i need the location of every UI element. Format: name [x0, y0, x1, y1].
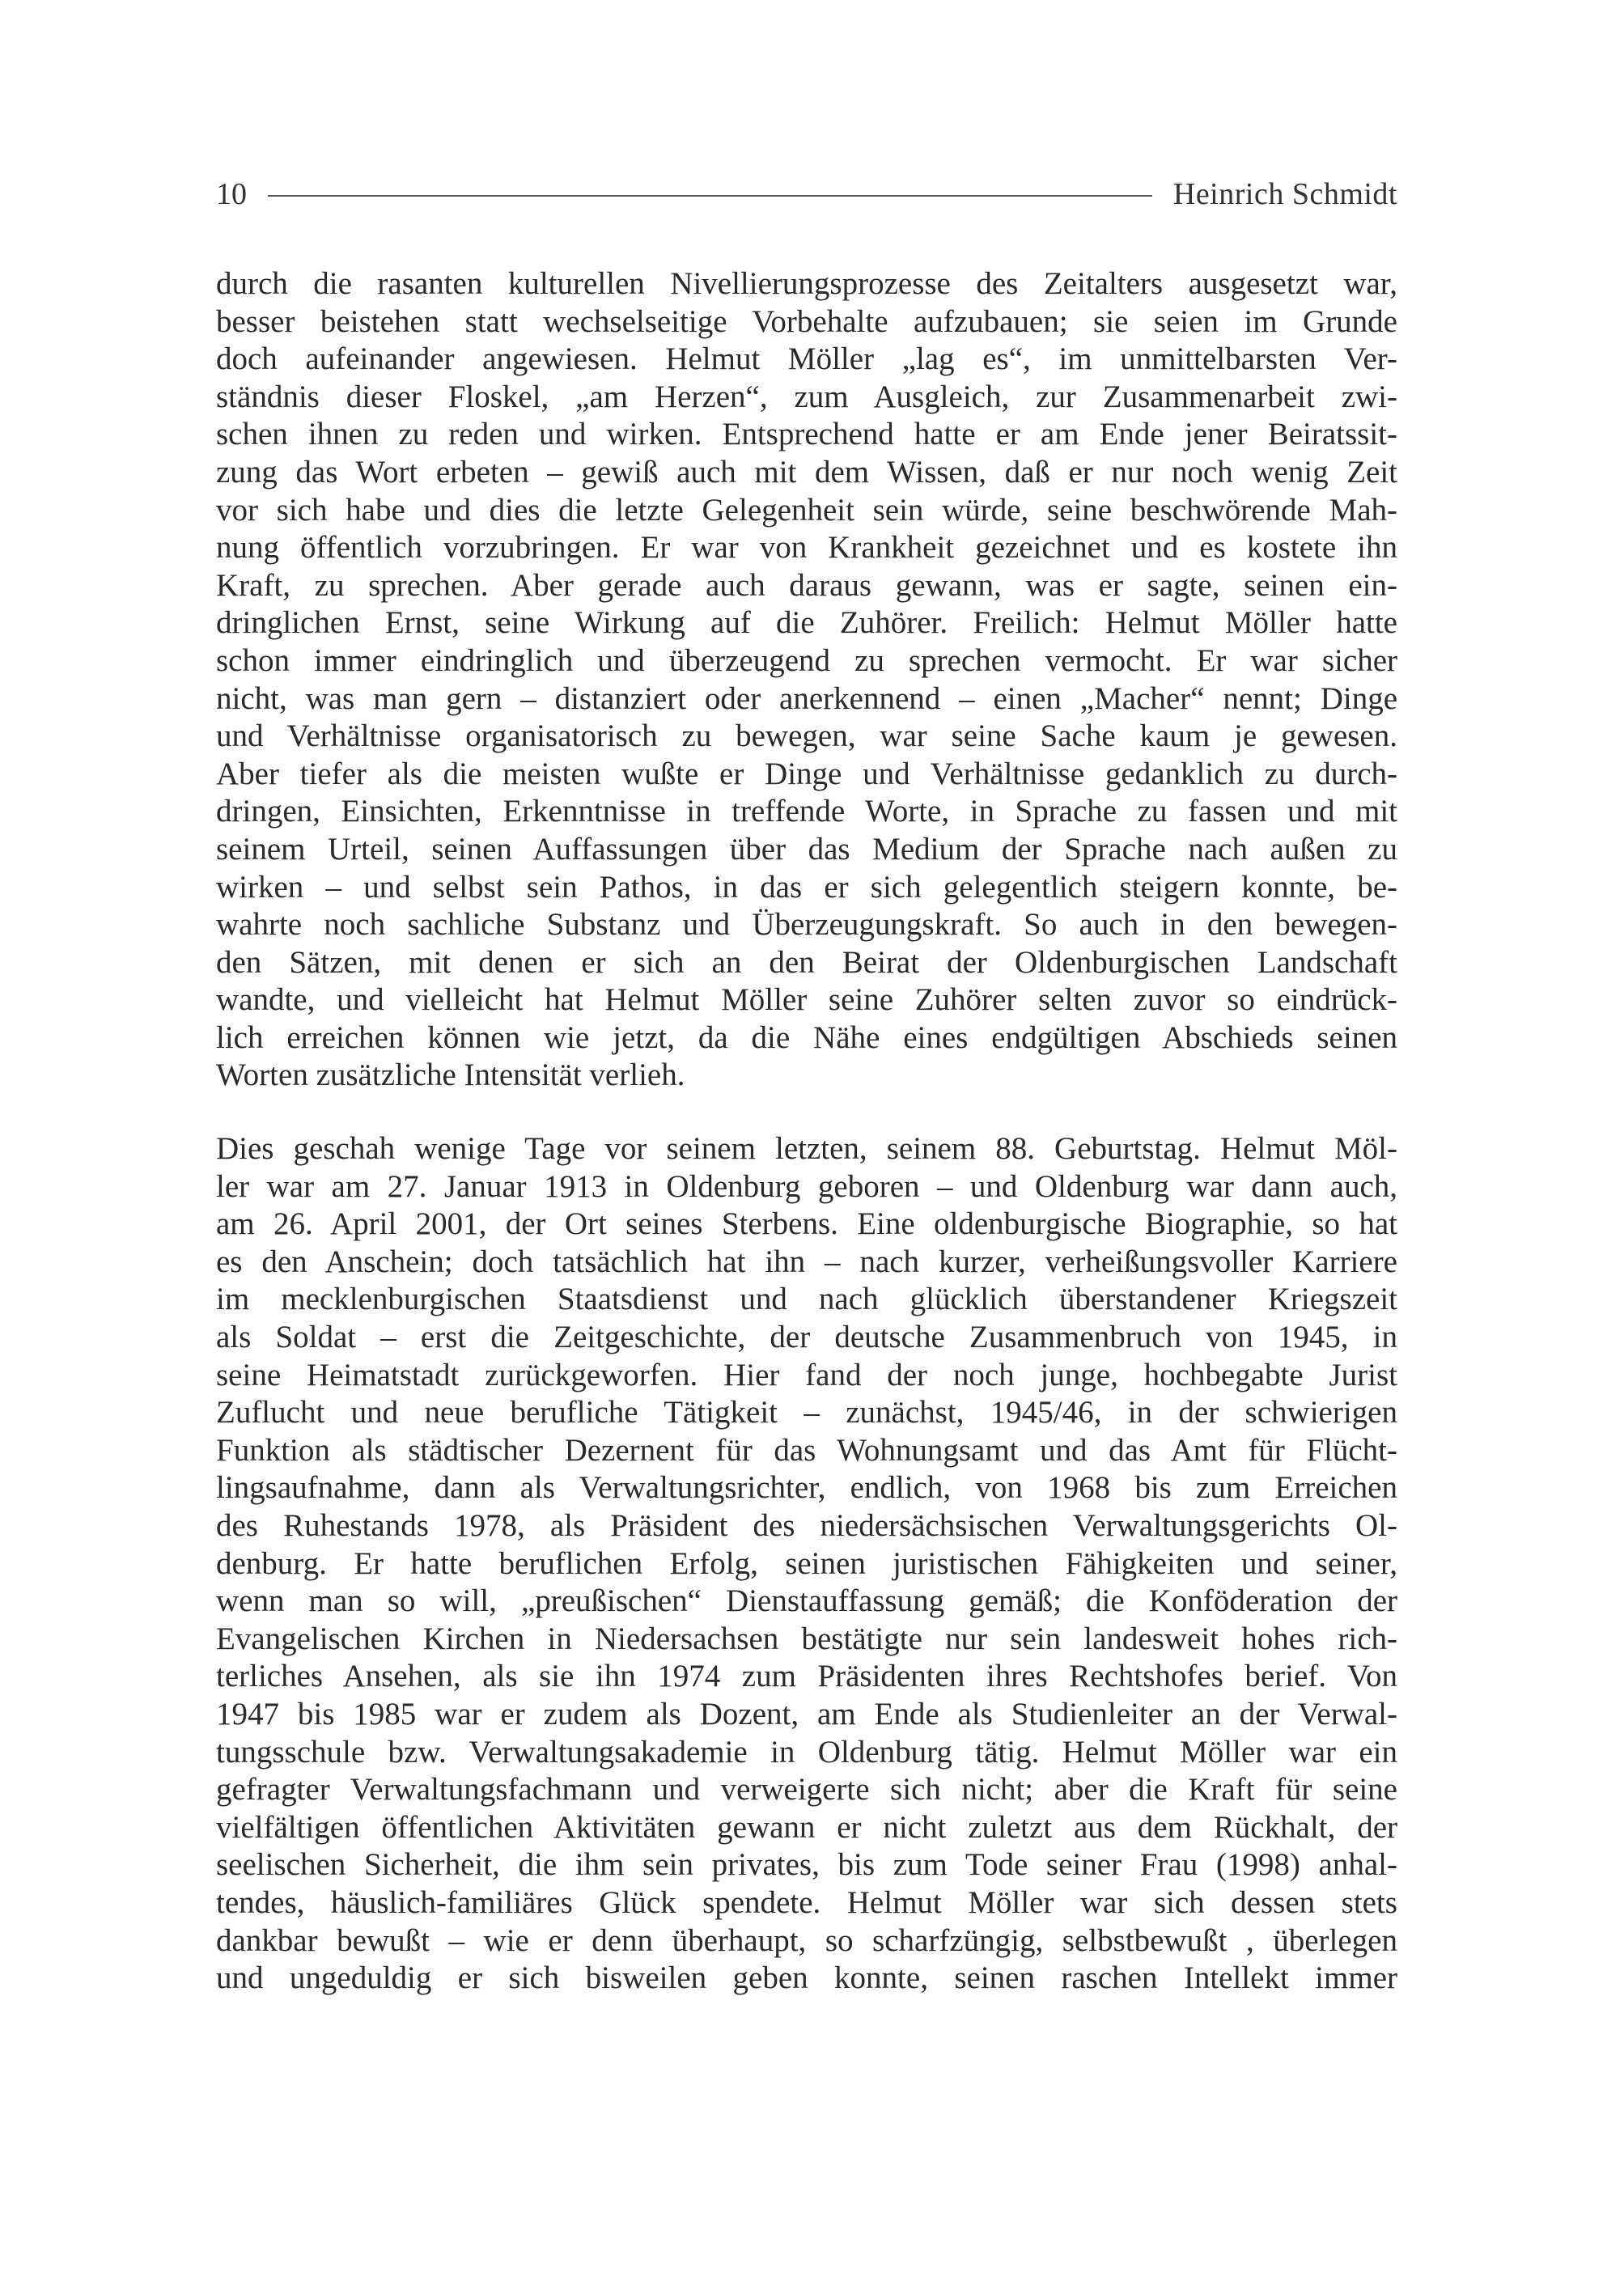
text-line: vor sich habe und dies die letzte Gelegenheit sein würde, seine beschwörende Mah-: [216, 492, 1397, 528]
text-line: Zuflucht und neue berufliche Tätigkeit – zunächst, 1945/46, in der schwierigen: [216, 1395, 1397, 1430]
text-line: schen ihnen zu reden und wirken. Entsprechend hatte er am Ende jener Beiratssit-: [216, 417, 1397, 452]
text-line: ständnis dieser Floskel, „am Herzen“, zum Ausgleich, zur Zusammenarbeit zwi-: [216, 379, 1397, 414]
text-line: Kraft, zu sprechen. Aber gerade auch daraus gewann, was er sagte, seinen ein-: [216, 567, 1397, 603]
text-line: vielfältigen öffentlichen Aktivitäten gewann er nicht zuletzt aus dem Rückhalt, der: [216, 1809, 1397, 1845]
running-head: [216, 174, 1397, 214]
text-line: gefragter Verwaltungsfachmann und verweigerte sich nicht; aber die Kraft für seine: [216, 1772, 1397, 1808]
page-number: 10: [216, 177, 247, 211]
paragraph-1: [216, 265, 1397, 1095]
text-line: tungsschule bzw. Verwaltungsakademie in Oldenburg tätig. Helmut Möller war ein: [216, 1734, 1397, 1770]
text-line: seine Heimatstadt zurückgeworfen. Hier fand der noch junge, hochbegabte Jurist: [216, 1357, 1397, 1392]
text-line: es den Anschein; doch tatsächlich hat ihn – nach kurzer, verheißungsvoller Karriere: [216, 1244, 1397, 1279]
text-line: doch aufeinander angewiesen. Helmut Möller „lag es“, im unmittelbarsten Ver-: [216, 341, 1397, 377]
text-line: seinem Urteil, seinen Auffassungen über das Medium der Sprache nach außen zu: [216, 831, 1397, 867]
text-line: besser beistehen statt wechselseitige Vorbehalte aufzubauen; sie seien im Grunde: [216, 303, 1397, 339]
text-line: lich erreichen können wie jetzt, da die Nähe eines endgültigen Abschieds seinen: [216, 1019, 1397, 1055]
text-line: am 26. April 2001, der Ort seines Sterbens. Eine oldenburgische Biographie, so hat: [216, 1206, 1397, 1242]
text-line: und Verhältnisse organisatorisch zu bewegen, war seine Sache kaum je gewesen.: [216, 718, 1397, 754]
text-line: seelischen Sicherheit, die ihm sein privates, bis zum Tode seiner Frau (1998) anhal-: [216, 1847, 1397, 1883]
text-line: zung das Wort erbeten – gewiß auch mit dem Wissen, daß er nur noch wenig Zeit: [216, 454, 1397, 490]
text-line: wahrte noch sachliche Substanz und Überzeugungskraft. So auch in den bewegen-: [216, 907, 1397, 943]
text-line: als Soldat – erst die Zeitgeschichte, der deutsche Zusammenbruch von 1945, in: [216, 1320, 1397, 1355]
text-line: dankbar bewußt – wie er denn überhaupt, so scharfzüngig, selbstbewußt , überlegen: [216, 1922, 1397, 1958]
paragraph-2: [216, 1130, 1397, 1998]
text-line: Evangelischen Kirchen in Niedersachsen bestätigte nur sein landesweit hohes rich-: [216, 1621, 1397, 1656]
text-line: dringlichen Ernst, seine Wirkung auf die Zuhörer. Freilich: Helmut Möller hatte: [216, 605, 1397, 641]
text-line: tendes, häuslich-familiäres Glück spendete. Helmut Möller war sich dessen stets: [216, 1884, 1397, 1920]
text-line: Worten zusätzliche Intensität verlieh.: [216, 1057, 685, 1093]
text-line: wirken – und selbst sein Pathos, in das er sich gelegentlich steigern konnte, be-: [216, 869, 1397, 905]
text-line: und ungeduldig er sich bisweilen geben konnte, seinen raschen Intellekt immer: [216, 1960, 1397, 1996]
text-line: Funktion als städtischer Dezernent für das Wohnungsamt und das Amt für Flücht-: [216, 1432, 1397, 1468]
text-line: den Sätzen, mit denen er sich an den Beirat der Oldenburgischen Landschaft: [216, 944, 1397, 980]
paragraph-spacer: [216, 1095, 1397, 1130]
text-line: terliches Ansehen, als sie ihn 1974 zum Präsidenten ihres Rechtshofes berief. Von: [216, 1659, 1397, 1694]
text-line: schon immer eindringlich und überzeugend zu sprechen vermocht. Er war sicher: [216, 642, 1397, 678]
text-line: lingsaufnahme, dann als Verwaltungsrichter, endlich, von 1968 bis zum Erreichen: [216, 1470, 1397, 1506]
text-line: wandte, und vielleicht hat Helmut Möller seine Zuhörer selten zuvor so eindrück-: [216, 982, 1397, 1018]
text-line: ler war am 27. Januar 1913 in Oldenburg geboren – und Oldenburg war dann auch,: [216, 1168, 1397, 1204]
text-line: denburg. Er hatte beruflichen Erfolg, seinen juristischen Fähigkeiten und seiner,: [216, 1545, 1397, 1581]
header-rule: [268, 195, 1152, 197]
text-line: im mecklenburgischen Staatsdienst und nach glücklich überstandener Kriegszeit: [216, 1282, 1397, 1317]
text-line: durch die rasanten kulturellen Nivellierungsprozesse des Zeitalters ausgesetzt war,: [216, 266, 1397, 301]
text-line: des Ruhestands 1978, als Präsident des niedersächsischen Verwaltungsgerichts Ol-: [216, 1508, 1397, 1543]
body-text: [216, 265, 1397, 1998]
text-line: Dies geschah wenige Tage vor seinem letzten, seinem 88. Geburtstag. Helmut Möl-: [216, 1131, 1397, 1167]
text-line: nung öffentlich vorzubringen. Er war von Krankheit gezeichnet und es kostete ihn: [216, 530, 1397, 566]
text-line: 1947 bis 1985 war er zudem als Dozent, am Ende als Studienleiter an der Verwal-: [216, 1696, 1397, 1731]
text-line: Aber tiefer als die meisten wußte er Dinge und Verhältnisse gedanklich zu durch-: [216, 756, 1397, 791]
text-line: nicht, was man gern – distanziert oder anerkennend – einen „Macher“ nennt; Dinge: [216, 680, 1397, 716]
text-line: dringen, Einsichten, Erkenntnisse in treffende Worte, in Sprache zu fassen und mit: [216, 794, 1397, 829]
text-line: wenn man so will, „preußischen“ Dienstauffassung gemäß; die Konföderation der: [216, 1583, 1397, 1619]
running-head-author: Heinrich Schmidt: [1172, 177, 1397, 211]
